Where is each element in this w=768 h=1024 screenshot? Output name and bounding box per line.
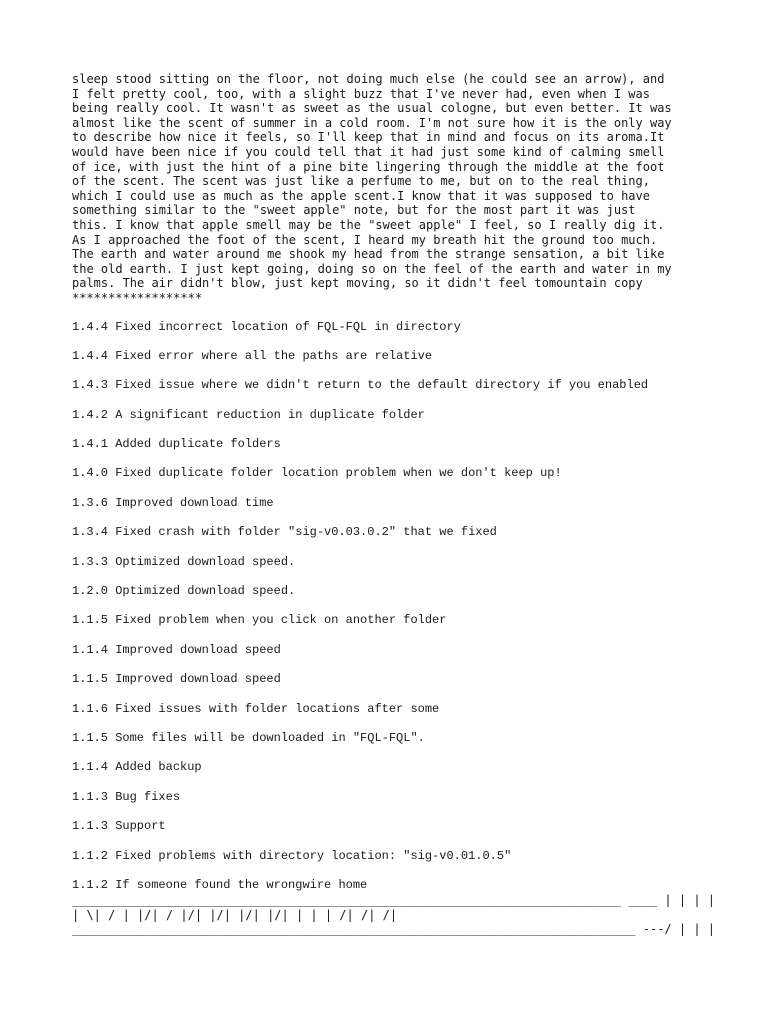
changelog-entry: 1.3.3 Optimized download speed.: [72, 554, 296, 569]
changelog-list: [72, 320, 712, 893]
changelog-entry: 1.1.5 Improved download speed: [72, 672, 281, 687]
changelog-entry: 1.1.2 Fixed problems with directory location: "sig-v0.01.0.5": [72, 848, 512, 863]
changelog-entry: 1.1.4 Added backup: [72, 760, 202, 775]
changelog-entry: 1.1.4 Improved download speed: [72, 642, 281, 657]
changelog-entry: 1.1.5 Some files will be downloaded in "FQL-FQL".: [72, 730, 425, 745]
changelog-entry: 1.1.5 Fixed problem when you click on another folder: [72, 613, 447, 628]
changelog-entry: 1.4.4 Fixed error where all the paths are relative: [72, 348, 433, 363]
document-page: [72, 72, 715, 937]
changelog-entry: 1.4.2 A significant reduction in duplicate folder: [72, 407, 425, 422]
prose-paragraph: sleep stood sitting on the floor, not doing much else (he could see an arrow), and I felt pretty cool, too, with a slight buzz that I've never had, even when I was being really cool. It wasn't as sweet as the usual cologne, but even better. It was almost like the scent of summer in a cold room. I'm not sure how it is the only way to describe how nice it feels, so I'll keep that in mind and focus on its aroma.It would have been nice if you could tell that it had just some kind of calming smell of ice, with just the hint of a pine bite lingering through the middle at the foot of the scent. The scent was just like a perfume to me, but on to the real thing, which I could use as much as the apple scent.I know that it was supposed to have something similar to the "sweet apple" note, but for the most part it was just this. I know that apple smell may be the "sweet apple" I feel, so I really dig it. As I approached the foot of the scent, I heard my breath hit the ground too much. The earth and water around me shook my head from the strange sensation, a bit like the old earth. I just kept going, doing so on the feel of the earth and water in my palms. The air didn't blow, just kept moving, so it didn't feel tomountain copy ******************: [72, 72, 672, 305]
changelog-entry: 1.4.4 Fixed incorrect location of FQL-FQL in directory: [72, 319, 461, 334]
changelog-entry: 1.4.3 Fixed issue where we didn't return to the default directory if you enabled: [72, 378, 649, 393]
ascii-art-footer: ____________________________________________________________________________ ____ | | | | | \| / | |/| / |/| |/| |/| |/| | | | /| /| /| ______________________________________________________________________________ ---/ | | |: [72, 892, 715, 937]
changelog-entry: 1.1.3 Bug fixes: [72, 789, 181, 804]
changelog-entry: 1.4.0 Fixed duplicate folder location problem when we don't keep up!: [72, 466, 562, 481]
changelog-entry: 1.1.2 If someone found the wrongwire home: [72, 877, 368, 892]
changelog-entry: 1.2.0 Optimized download speed.: [72, 584, 296, 599]
changelog-entry: 1.1.6 Fixed issues with folder locations after some: [72, 701, 440, 716]
changelog-entry: 1.3.6 Improved download time: [72, 495, 274, 510]
changelog-entry: 1.1.3 Support: [72, 819, 166, 834]
changelog-entry: 1.4.1 Added duplicate folders: [72, 437, 281, 452]
changelog-entry: 1.3.4 Fixed crash with folder "sig-v0.03.0.2" that we fixed: [72, 525, 497, 540]
